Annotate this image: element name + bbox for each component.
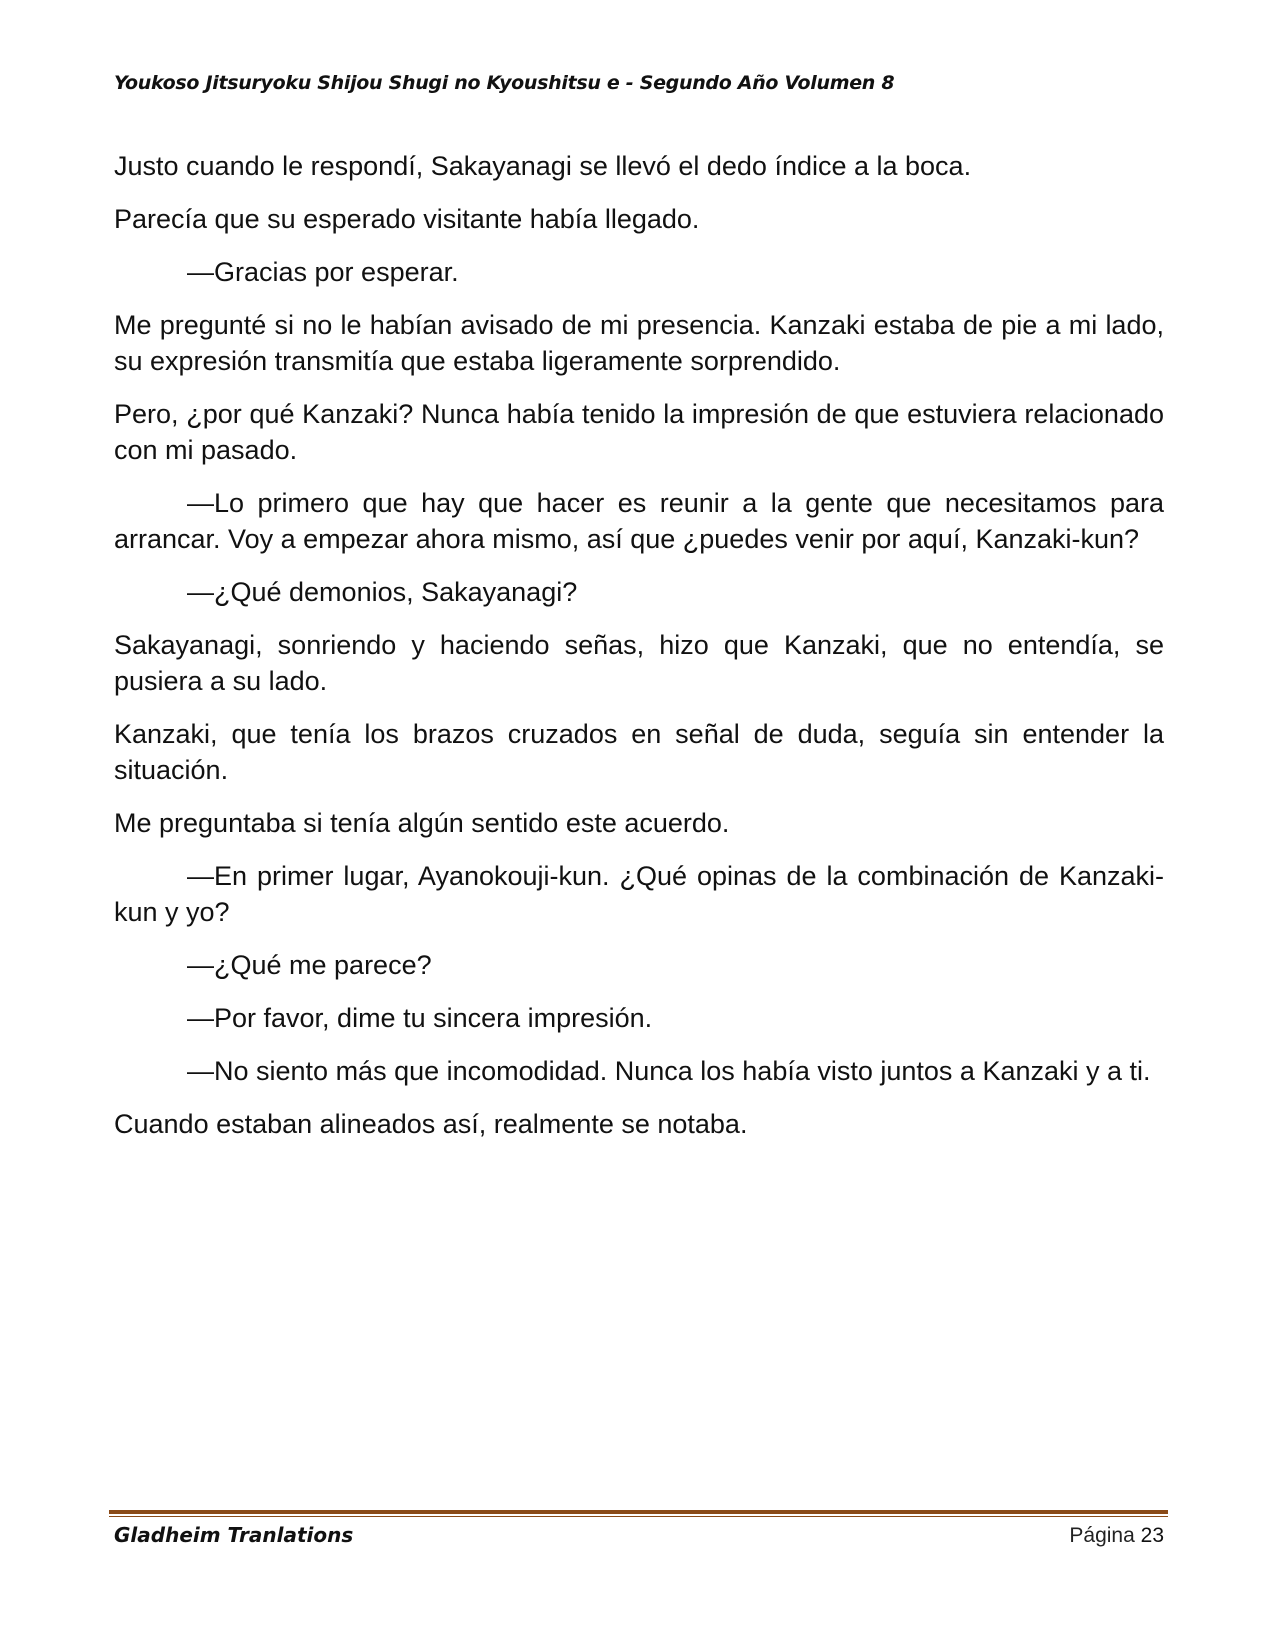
page-label: Página bbox=[1069, 1524, 1135, 1547]
footer-divider-thin bbox=[109, 1516, 1168, 1517]
footer-publisher: Gladheim Tranlations bbox=[114, 1523, 354, 1547]
paragraph: Sakayanagi, sonriendo y haciendo señas, hizo que Kanzaki, que no entendía, se pusiera a su lado. bbox=[114, 630, 1164, 696]
page-number-block bbox=[1069, 1524, 1164, 1548]
paragraph: Pero, ¿por qué Kanzaki? Nunca había tenido la impresión de que estuviera relacionado con mi pasado. bbox=[114, 399, 1164, 465]
dialog-line: —En primer lugar, Ayanokouji-kun. ¿Qué opinas de la combinación de Kanzaki-kun y yo? bbox=[114, 861, 1164, 927]
dialog-line: —¿Qué me parece? bbox=[187, 950, 432, 980]
paragraph: Me preguntaba si tenía algún sentido este acuerdo. bbox=[114, 808, 730, 838]
dialog-line: —No siento más que incomodidad. Nunca los había visto juntos a Kanzaki y a ti. bbox=[187, 1056, 1151, 1086]
dialog-line: —Lo primero que hay que hacer es reunir a la gente que necesitamos para arrancar. Voy a empezar ahora mismo, así que ¿puedes venir por aquí, Kanzaki-kun? bbox=[114, 488, 1164, 554]
running-header: Youkoso Jitsuryoku Shijou Shugi no Kyoushitsu e - Segundo Año Volumen 8 bbox=[114, 72, 895, 94]
paragraph: Me pregunté si no le habían avisado de mi presencia. Kanzaki estaba de pie a mi lado, su expresión transmitía que estaba ligeramente sorprendido. bbox=[114, 310, 1164, 376]
footer-divider-thick bbox=[109, 1510, 1168, 1514]
dialog-line: —Gracias por esperar. bbox=[187, 257, 459, 287]
paragraph: Kanzaki, que tenía los brazos cruzados en señal de duda, seguía sin entender la situación. bbox=[114, 719, 1164, 785]
dialog-line: —¿Qué demonios, Sakayanagi? bbox=[187, 577, 578, 607]
footer-divider bbox=[109, 1510, 1168, 1517]
paragraph: Parecía que su esperado visitante había llegado. bbox=[114, 204, 700, 234]
dialog-line: —Por favor, dime tu sincera impresión. bbox=[187, 1003, 653, 1033]
paragraph: Justo cuando le respondí, Sakayanagi se llevó el dedo índice a la boca. bbox=[114, 151, 972, 181]
page-number: 23 bbox=[1140, 1524, 1164, 1547]
page-body bbox=[114, 148, 1164, 1159]
paragraph: Cuando estaban alineados así, realmente se notaba. bbox=[114, 1109, 748, 1139]
